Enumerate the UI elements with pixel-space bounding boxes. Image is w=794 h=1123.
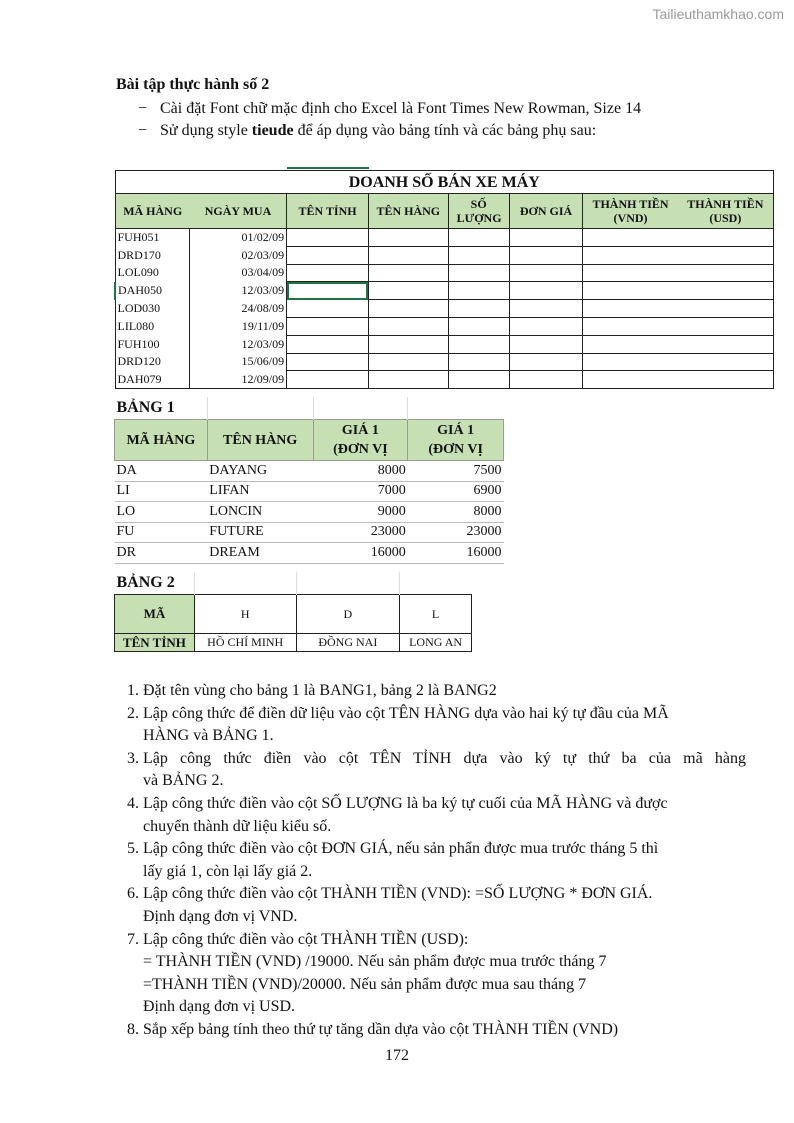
list-item: 5. Lập công thức điền vào cột ĐƠN GIÁ, nếu sản phẩn được mua trước tháng 5 thì lấy giá 1, còn lại lấy giá 2. (143, 838, 746, 883)
cell[interactable] (583, 300, 774, 318)
list-item: 2. Lập công thức để điền dữ liệu vào cột TÊN HÀNG dựa vào hai ký tự đầu của MÃ HÀNG và BẢNG 1. (143, 703, 746, 748)
cell[interactable] (448, 246, 509, 264)
price2-cell[interactable]: 23000 (408, 522, 504, 543)
exercise-heading: Bài tập thực hành số 2 (116, 76, 270, 93)
cell[interactable] (583, 229, 774, 247)
name-cell[interactable]: LONCIN (207, 502, 313, 523)
table-row (115, 461, 504, 482)
header-cell: ĐƠN GIÁ (509, 194, 583, 229)
code-cell[interactable]: H (194, 595, 296, 634)
cell[interactable] (448, 300, 509, 318)
list-item: 3. Lập công thức điền vào cột TÊN TỈNH dựa vào ký tự thứ ba của mã hàng và BẢNG 2. (143, 748, 746, 793)
price1-cell[interactable]: 7000 (313, 481, 408, 502)
cell[interactable] (509, 335, 583, 353)
cell[interactable] (583, 371, 774, 389)
table-caption: BẢNG 1 (115, 397, 208, 420)
header-cell: TÊN HÀNG (207, 420, 313, 461)
code-cell[interactable]: DRD170 (115, 246, 190, 264)
code-cell[interactable]: LI (115, 481, 208, 502)
header-cell: TÊN TỈNH (287, 194, 369, 229)
cell[interactable] (448, 335, 509, 353)
cell[interactable] (368, 353, 448, 371)
price1-cell[interactable]: 9000 (313, 502, 408, 523)
table-row (115, 634, 472, 652)
bullet-item (138, 100, 641, 118)
cell[interactable] (509, 300, 583, 318)
cell[interactable] (368, 282, 448, 300)
code-cell[interactable]: DRD120 (115, 353, 190, 371)
dash-marker: − (138, 122, 148, 139)
table-row (115, 371, 774, 389)
list-item: 8. Sắp xếp bảng tính theo thứ tự tăng dần dựa vào cột THÀNH TIỀN (VND) (143, 1019, 746, 1042)
cell[interactable] (583, 282, 774, 300)
watermark: Tailieuthamkhao.com (652, 6, 784, 22)
price2-cell[interactable]: 7500 (408, 461, 504, 482)
code-cell[interactable]: FUH100 (115, 335, 190, 353)
table-row (115, 264, 774, 282)
task-list (116, 680, 746, 1042)
cell[interactable] (368, 317, 448, 335)
cell[interactable] (368, 371, 448, 389)
cell[interactable] (509, 317, 583, 335)
cell[interactable] (287, 246, 369, 264)
cell[interactable] (287, 335, 369, 353)
table-row (115, 282, 774, 300)
header-cell: TÊN TỈNH (115, 634, 195, 652)
list-item: 1. Đặt tên vùng cho bảng 1 là BANG1, bảng 2 là BANG2 (143, 680, 746, 703)
price2-cell[interactable]: 16000 (408, 543, 504, 564)
cell[interactable] (583, 353, 774, 371)
name-cell[interactable]: LIFAN (207, 481, 313, 502)
bullet-item (138, 122, 596, 140)
table-row (115, 595, 472, 634)
bullet-text: Cài đặt Font chữ mặc định cho Excel là Font Times New Rowman, Size 14 (160, 100, 642, 117)
cell[interactable] (509, 264, 583, 282)
style-name: tieude (251, 122, 294, 139)
table-row (115, 481, 504, 502)
header-cell: SỐ LƯỢNG (448, 194, 509, 229)
cell[interactable] (287, 300, 369, 318)
province-cell[interactable]: ĐỒNG NAI (296, 634, 400, 652)
cell[interactable] (448, 264, 509, 282)
date-cell[interactable]: 19/11/09 (190, 317, 287, 335)
name-cell[interactable]: DREAM (207, 543, 313, 564)
cell[interactable] (509, 371, 583, 389)
cell[interactable] (509, 246, 583, 264)
list-item: 4. Lập công thức điền vào cột SỐ LƯỢNG là ba ký tự cuối của MÃ HÀNG và được chuyển thành dữ liệu kiểu số. (143, 793, 746, 838)
cell[interactable] (448, 317, 509, 335)
table-row (115, 300, 774, 318)
price1-cell[interactable]: 23000 (313, 522, 408, 543)
selected-cell[interactable] (287, 282, 369, 300)
header-row (115, 420, 504, 461)
table-row (115, 317, 774, 335)
cell[interactable] (368, 300, 448, 318)
code-cell[interactable]: D (296, 595, 400, 634)
cell[interactable] (287, 229, 369, 247)
code-cell[interactable]: DA (115, 461, 208, 482)
lookup-table-1 (114, 397, 504, 564)
cell[interactable] (448, 229, 509, 247)
cell[interactable] (287, 371, 369, 389)
province-cell[interactable]: LONG AN (400, 634, 472, 652)
table-row (115, 522, 504, 543)
list-item: 7. Lập công thức điền vào cột THÀNH TIỀN (USD): = THÀNH TIỀN (VND) /19000. Nếu sản phẩm được mua trước tháng 7 =THÀNH TIỀN (VND)/20000. Nếu sản phẩm được mua sau tháng 7 Định dạng đơn vị USD. (143, 929, 746, 1019)
table-row (115, 335, 774, 353)
cell[interactable] (448, 282, 509, 300)
cell[interactable] (368, 335, 448, 353)
name-cell[interactable]: DAYANG (207, 461, 313, 482)
price1-cell[interactable]: 8000 (313, 461, 408, 482)
sales-table (114, 170, 774, 389)
cell[interactable] (287, 264, 369, 282)
dash-marker: − (138, 100, 148, 117)
date-cell[interactable]: 03/04/09 (190, 264, 287, 282)
cell[interactable] (509, 353, 583, 371)
table-row (115, 246, 774, 264)
cell[interactable] (448, 353, 509, 371)
date-cell[interactable]: 12/09/09 (190, 371, 287, 389)
header-cell: TÊN HÀNG (368, 194, 448, 229)
header-cell: GIÁ 1 (ĐƠN VỊ (408, 420, 504, 461)
table-title: DOANH SỐ BÁN XE MÁY (115, 171, 774, 194)
cell[interactable] (287, 317, 369, 335)
code-cell[interactable]: LOL090 (115, 264, 190, 282)
cell[interactable] (368, 229, 448, 247)
cell[interactable] (583, 317, 774, 335)
code-cell[interactable]: LO (115, 502, 208, 523)
cell[interactable] (509, 282, 583, 300)
list-item: 6. Lập công thức điền vào cột THÀNH TIỀN (VND): =SỐ LƯỢNG * ĐƠN GIÁ. Định dạng đơn vị VND. (143, 883, 746, 928)
code-cell[interactable]: LOD030 (115, 300, 190, 318)
code-cell[interactable]: DAH050 (115, 282, 190, 300)
header-cell: MÃ HÀNG (115, 194, 190, 229)
lookup-table-2 (114, 572, 472, 652)
table-row (115, 543, 504, 564)
date-cell[interactable]: 02/03/09 (190, 246, 287, 264)
header-cell: GIÁ 1 (ĐƠN VỊ (313, 420, 408, 461)
cell[interactable] (583, 335, 774, 353)
cell[interactable] (448, 371, 509, 389)
name-cell[interactable]: FUTURE (207, 522, 313, 543)
date-cell[interactable]: 01/02/09 (190, 229, 287, 247)
date-cell[interactable]: 15/06/09 (190, 353, 287, 371)
table-row (115, 229, 774, 247)
code-cell[interactable]: DR (115, 543, 208, 564)
code-cell[interactable]: FU (115, 522, 208, 543)
code-cell[interactable]: FUH051 (115, 229, 190, 247)
price2-cell[interactable]: 6900 (408, 481, 504, 502)
code-cell[interactable]: L (400, 595, 472, 634)
header-cell: NGÀY MUA (190, 194, 287, 229)
cell[interactable] (583, 246, 774, 264)
header-cell: MÃ HÀNG (115, 420, 208, 461)
bullet-text: để áp dụng vào bảng tính và các bảng phụ sau: (293, 122, 597, 139)
header-cell: THÀNH TIỀN (USD) (678, 194, 774, 229)
page-number: 172 (385, 1047, 409, 1064)
cell-cursor-mark (287, 167, 369, 169)
code-cell[interactable]: DAH079 (115, 371, 190, 389)
cell[interactable] (509, 229, 583, 247)
cell[interactable] (368, 264, 448, 282)
date-cell[interactable]: 12/03/09 (190, 282, 287, 300)
date-cell[interactable]: 12/03/09 (190, 335, 287, 353)
table-caption: BẢNG 2 (115, 572, 195, 595)
cell[interactable] (287, 353, 369, 371)
table-row (115, 353, 774, 371)
header-cell: MÃ (115, 595, 195, 634)
code-cell[interactable]: LIL080 (115, 317, 190, 335)
date-cell[interactable]: 24/08/09 (190, 300, 287, 318)
province-cell[interactable]: HỒ CHÍ MINH (194, 634, 296, 652)
header-row (115, 194, 774, 229)
cell[interactable] (583, 264, 774, 282)
table-row (115, 502, 504, 523)
price1-cell[interactable]: 16000 (313, 543, 408, 564)
cell[interactable] (368, 246, 448, 264)
header-cell: THÀNH TIỀN (VND) (583, 194, 678, 229)
price2-cell[interactable]: 8000 (408, 502, 504, 523)
bullet-text: Sử dụng style (160, 122, 252, 139)
